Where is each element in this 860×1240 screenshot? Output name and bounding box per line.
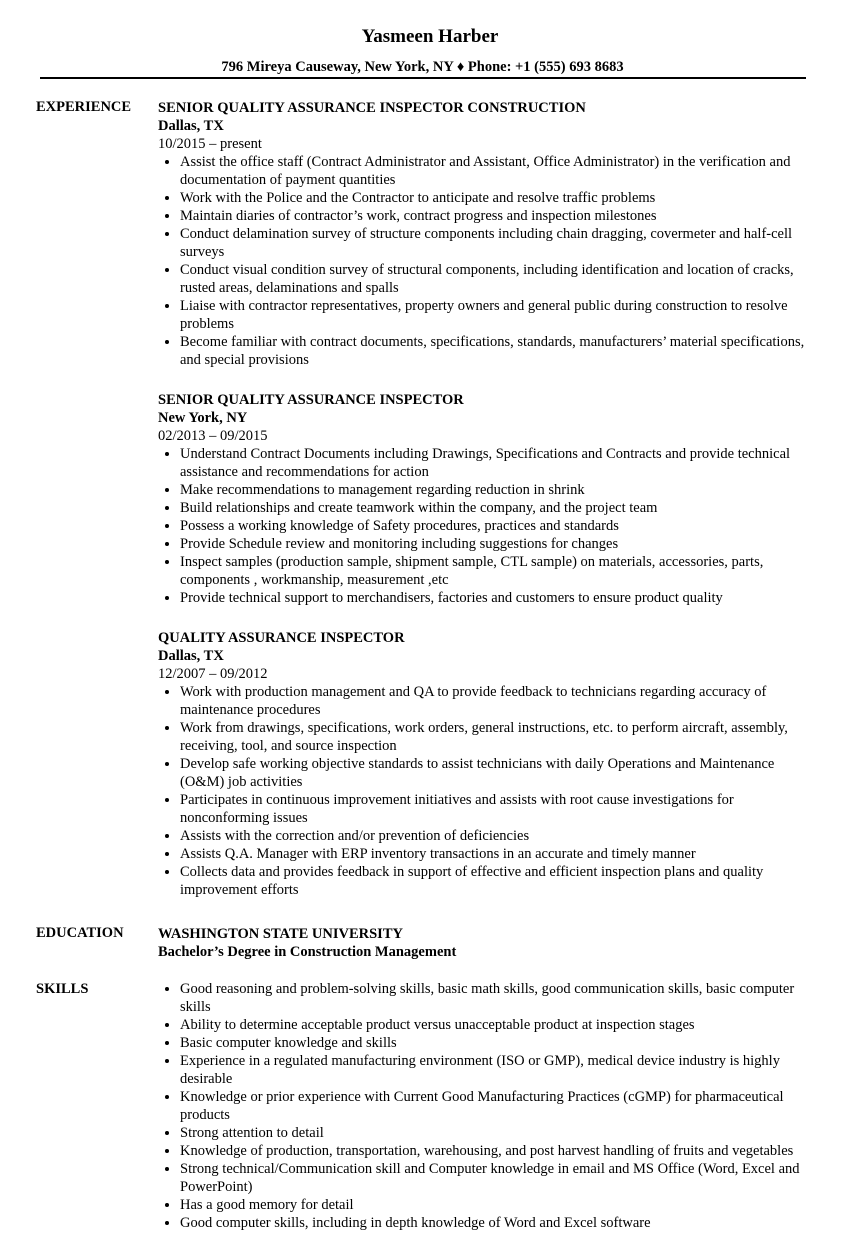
list-item: • Understand Contract Documents including Drawings, Specifications and Contracts and provide technical assistance and recommendations for action [180, 445, 818, 481]
list-item: • Maintain diaries of contractor’s work, contract progress and inspection milestones [180, 207, 818, 225]
list-item: • Ability to determine acceptable product versus unacceptable product at inspection stages [180, 1016, 818, 1034]
list-item: • Basic computer knowledge and skills [180, 1034, 818, 1052]
list-item: • Assist the office staff (Contract Administrator and Assistant, Office Administrator) in the verification and documentation of payment quantities [180, 153, 818, 189]
header-divider [40, 77, 806, 79]
skills-section-label: SKILLS [36, 981, 89, 997]
job-dates: 12/2007 – 09/2012 [158, 666, 268, 682]
list-item: • Work from drawings, specifications, work orders, general instructions, etc. to perform aircraft, assembly, receiving, tool, and source inspection [180, 719, 818, 755]
list-item: • Possess a working knowledge of Safety procedures, practices and standards [180, 517, 818, 535]
list-item: • Knowledge of production, transportation, warehousing, and post harvest handling of fruits and vegetables [180, 1142, 818, 1160]
job-location: New York, NY [158, 410, 248, 426]
education-section-label: EDUCATION [36, 925, 124, 941]
job-dates: 10/2015 – present [158, 136, 262, 152]
list-item: • Develop safe working objective standards to assist technicians with daily Operations and Maintenance (O&M) job activities [180, 755, 818, 791]
list-item: • Good reasoning and problem-solving skills, basic math skills, good communication skills, basic computer skills [180, 980, 818, 1016]
experience-section-label: EXPERIENCE [36, 99, 132, 115]
list-item: • Liaise with contractor representatives, property owners and general public during construction to resolve problems [180, 297, 818, 333]
list-item: • Experience in a regulated manufacturing environment (ISO or GMP), medical device industry is highly desirable [180, 1052, 818, 1088]
job-bullets [158, 153, 818, 369]
list-item: • Build relationships and create teamwork within the company, and the project team [180, 499, 818, 517]
resume-name: Yasmeen Harber [361, 26, 499, 47]
job-location: Dallas, TX [158, 118, 224, 134]
list-item: • Assists with the correction and/or prevention of deficiencies [180, 827, 818, 845]
list-item: • Make recommendations to management regarding reduction in shrink [180, 481, 818, 499]
education-entry [158, 925, 818, 961]
list-item: • Provide technical support to merchandisers, factories and customers to ensure product quality [180, 589, 818, 607]
school-name: WASHINGTON STATE UNIVERSITY [158, 926, 403, 942]
list-item: • Strong attention to detail [180, 1124, 818, 1142]
list-item: • Become familiar with contract documents, specifications, standards, manufacturers’ material specifications, and special provisions [180, 333, 818, 369]
contact-line: 796 Mireya Causeway, New York, NY ♦ Phone: +1 (555) 693 8683 [221, 59, 624, 75]
job-title: SENIOR QUALITY ASSURANCE INSPECTOR [158, 392, 464, 408]
list-item: • Conduct delamination survey of structure components including chain dragging, covermeter and half-cell surveys [180, 225, 818, 261]
job-title: QUALITY ASSURANCE INSPECTOR [158, 630, 405, 646]
job-dates: 02/2013 – 09/2015 [158, 428, 268, 444]
list-item: • Inspect samples (production sample, shipment sample, CTL sample) on materials, accessories, parts, components , workmanship, measurement ,etc [180, 553, 818, 589]
list-item: • Good computer skills, including in depth knowledge of Word and Excel software [180, 1214, 818, 1232]
job-entry [158, 629, 818, 899]
skills-entry [158, 980, 818, 1232]
degree: Bachelor’s Degree in Construction Management [158, 944, 457, 960]
list-item: • Provide Schedule review and monitoring including suggestions for changes [180, 535, 818, 553]
list-item: • Knowledge or prior experience with Current Good Manufacturing Practices (cGMP) for pharmaceutical products [180, 1088, 818, 1124]
job-bullets [158, 445, 818, 607]
job-bullets [158, 683, 818, 899]
list-item: • Collects data and provides feedback in support of effective and efficient inspection plans and quality improvement efforts [180, 863, 818, 899]
list-item: • Strong technical/Communication skill and Computer knowledge in email and MS Office (Word, Excel and PowerPoint) [180, 1160, 818, 1196]
job-location: Dallas, TX [158, 648, 224, 664]
skills-list [158, 980, 818, 1232]
list-item: • Has a good memory for detail [180, 1196, 818, 1214]
list-item: • Work with production management and QA to provide feedback to technicians regarding accuracy of maintenance procedures [180, 683, 818, 719]
list-item: • Work with the Police and the Contractor to anticipate and resolve traffic problems [180, 189, 818, 207]
list-item: • Assists Q.A. Manager with ERP inventory transactions in an accurate and timely manner [180, 845, 818, 863]
job-entry [158, 391, 818, 607]
job-entry [158, 99, 818, 369]
list-item: • Participates in continuous improvement initiatives and assists with root cause investigations for nonconforming issues [180, 791, 818, 827]
list-item: • Conduct visual condition survey of structural components, including identification and location of cracks, rusted areas, delaminations and spalls [180, 261, 818, 297]
job-title: SENIOR QUALITY ASSURANCE INSPECTOR CONSTRUCTION [158, 100, 586, 116]
